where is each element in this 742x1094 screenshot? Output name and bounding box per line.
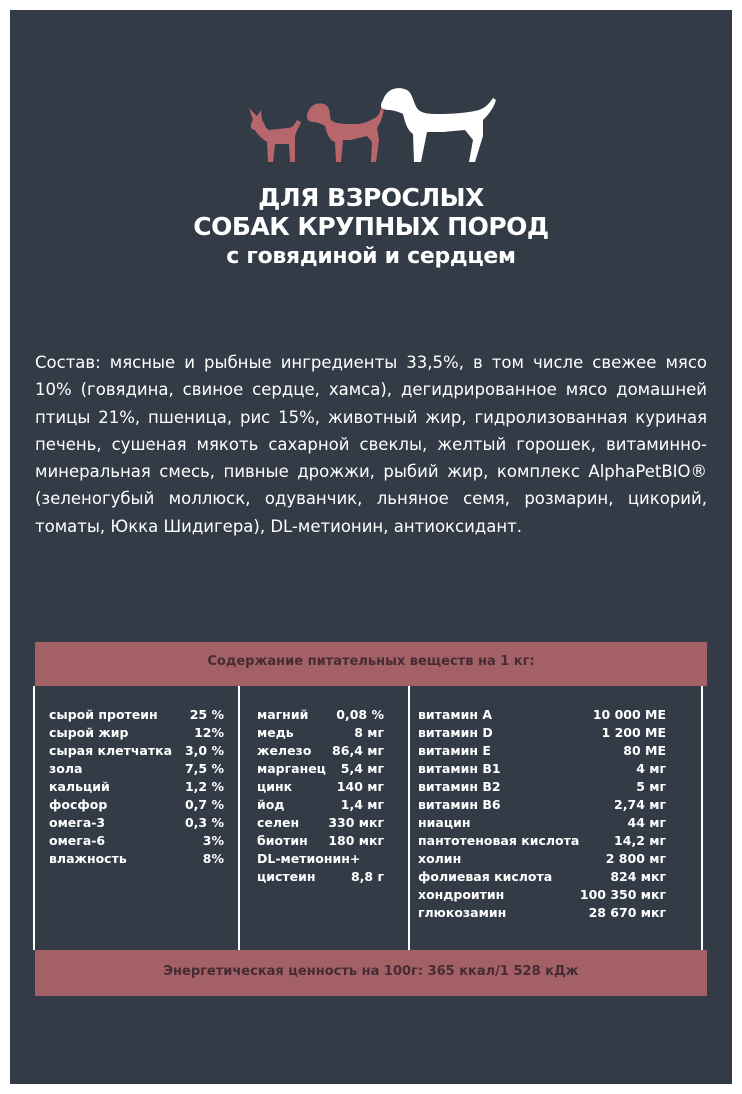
dog-size-icons (243, 80, 503, 170)
nutrient-value: 1 200 МЕ (601, 725, 666, 740)
nutrient-name: йод (257, 797, 285, 812)
nutrient-value: 4 мг (636, 761, 666, 776)
nutrient-name: хондроитин (418, 887, 505, 902)
nutrient-name: селен (257, 815, 300, 830)
nutrient-name: фосфор (49, 797, 108, 812)
nutrient-name: железо (257, 743, 312, 758)
nutrient-name: DL-метионин+ (257, 851, 361, 866)
large-dog-icon (381, 88, 496, 162)
nutrient-name: фолиевая кислота (418, 869, 553, 884)
nutrient-name: витамин В1 (418, 761, 501, 776)
nutrient-value: 28 670 мкг (588, 905, 666, 920)
nutrient-name: цинк (257, 779, 293, 794)
title-line-1: ДЛЯ ВЗРОСЛЫХ (258, 183, 484, 212)
nutrient-name: цистеин (257, 869, 316, 884)
nutrient-name: биотин (257, 833, 308, 848)
nutrient-value: 44 мг (627, 815, 666, 830)
nutrient-name: витамин D (418, 725, 493, 740)
nutrient-value: 86,4 мг (332, 743, 384, 758)
nutrient-name: холин (418, 851, 462, 866)
nutrient-name: влажность (49, 851, 127, 866)
nutrient-name: ниацин (418, 815, 471, 830)
nutrient-value: 1,4 мг (340, 797, 384, 812)
nutrient-name: сырой жир (49, 725, 129, 740)
nutrient-name: пантотеновая кислота (418, 833, 580, 848)
nutrient-value: 12% (194, 725, 224, 740)
nutrient-value: 25 % (189, 707, 224, 722)
nutrient-name: зола (49, 761, 83, 776)
small-dog-icon (249, 108, 301, 162)
nutrient-value: 3,0 % (184, 743, 224, 758)
nutrient-value: 140 мг (336, 779, 384, 794)
nutrient-value: 2,74 мг (614, 797, 666, 812)
nutrient-name: витамин Е (418, 743, 491, 758)
nutrient-value: 1,2 % (184, 779, 224, 794)
nutrient-value: 0,7 % (184, 797, 224, 812)
nutrient-value: 8 мг (354, 725, 384, 740)
nutrient-value: 7,5 % (184, 761, 224, 776)
nutrient-value: 3% (202, 833, 224, 848)
nutrient-value: 180 мкг (328, 833, 384, 848)
energy-value: Энергетическая ценность на 100г: 365 ккал/1 528 кДж (35, 950, 707, 996)
nutrient-name: сырая клетчатка (49, 743, 173, 758)
nutrient-value: 80 МЕ (623, 743, 666, 758)
title-line-2: СОБАК КРУПНЫХ ПОРОД (193, 212, 549, 241)
nutrient-value: 14,2 мг (614, 833, 666, 848)
nutrient-name: марганец (257, 761, 326, 776)
nutrient-value: 824 мкг (610, 869, 666, 884)
nutrient-name: кальций (49, 779, 110, 794)
title-line-3: с говядиной и сердцем (226, 244, 516, 269)
nutrient-value: 0,3 % (184, 815, 224, 830)
nutrient-name: витамин В6 (418, 797, 501, 812)
nutrient-value: 2 800 мг (605, 851, 666, 866)
nutrient-value: 0,08 % (336, 707, 384, 722)
nutrient-value: 8% (202, 851, 224, 866)
composition-text: Состав: мясные и рыбные ингредиенты 33,5%, в том числе свежее мясо 10% (говядина, свиное сердце, хамса), дегидрированное мясо домашней птицы 21%, пшеница, рис 15%, животный жир, гидролизованная куриная печень, сушеная мякоть сахарной свеклы, желтый горошек, витаминно-минеральная смесь, пивные дрожжи, рыбий жир, комплекс AlphaPetBIO® (зеленогубый моллюск, одуванчик, льняное семя, розмарин, цикорий, томаты, Юкка Шидигера), DL-метионин, антиоксидант. (35, 353, 707, 536)
medium-dog-icon (307, 103, 384, 162)
nutrient-value: 100 350 мкг (579, 887, 666, 902)
nutrient-name: омега-6 (49, 833, 106, 848)
nutrient-value: 5,4 мг (340, 761, 384, 776)
nutrient-value: 8,8 г (350, 869, 384, 884)
nutrient-value: 5 мг (636, 779, 666, 794)
nutrient-name: глюкозамин (418, 905, 507, 920)
nutrient-name: омега-3 (49, 815, 106, 830)
nutrients-header: Содержание питательных веществ на 1 кг: (35, 642, 707, 686)
nutrient-name: магний (257, 707, 309, 722)
nutrient-name: витамин В2 (418, 779, 501, 794)
nutrient-name: медь (257, 725, 294, 740)
nutrient-name: сырой протеин (49, 707, 158, 722)
nutrient-value: 330 мкг (328, 815, 384, 830)
nutrient-name: витамин А (418, 707, 492, 722)
nutrient-value: 10 000 МЕ (592, 707, 666, 722)
